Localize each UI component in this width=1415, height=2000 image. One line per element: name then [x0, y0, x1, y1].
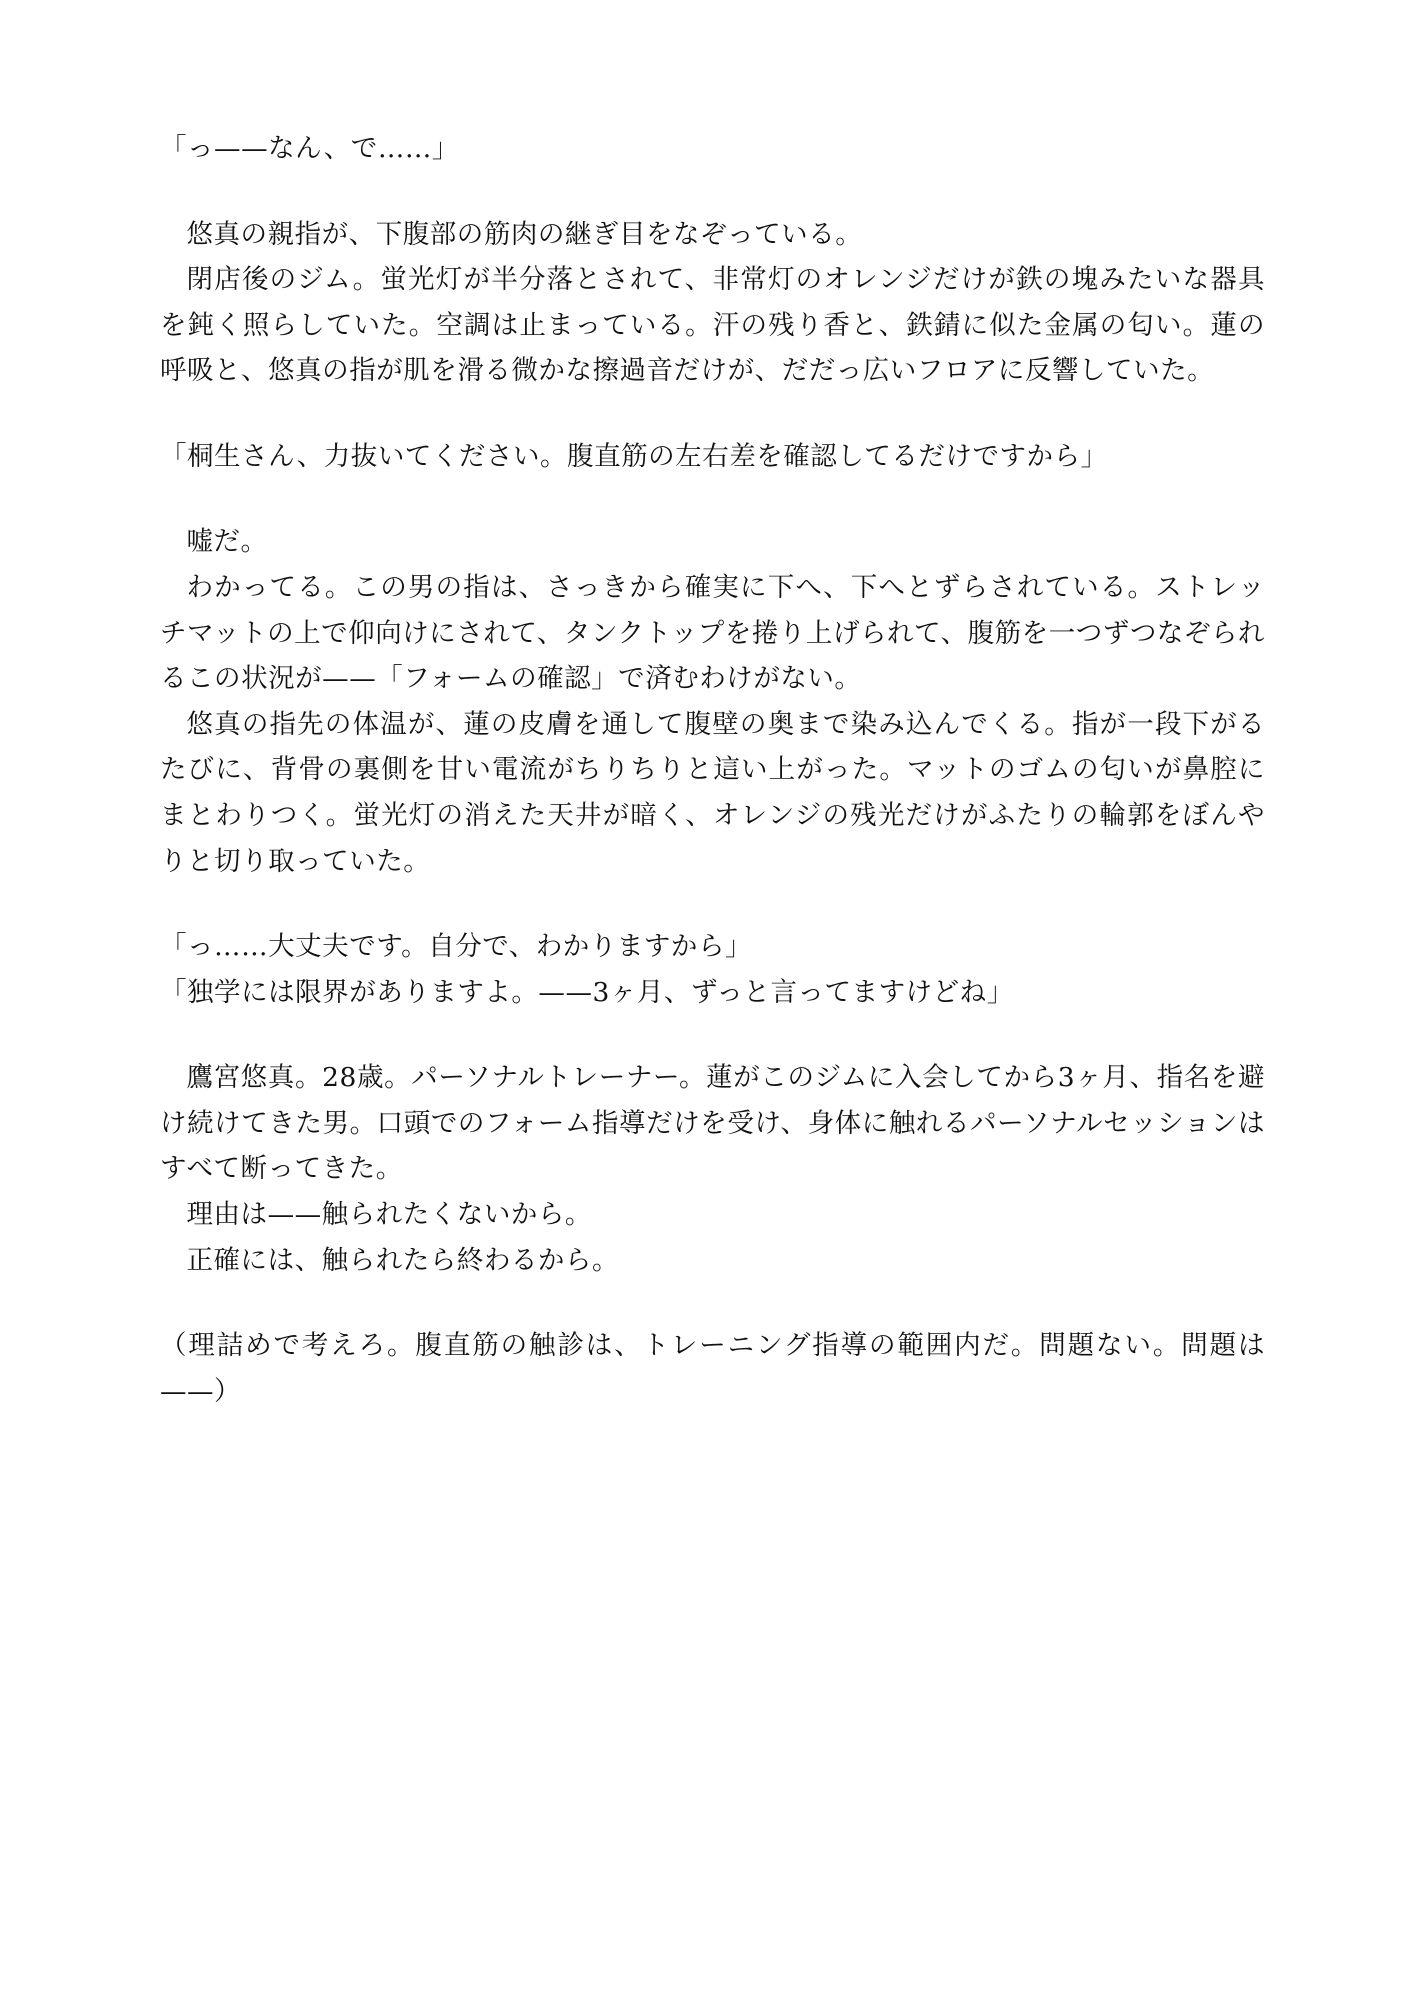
- paragraph-narration: 理由は——触られたくないから。: [186, 1198, 592, 1230]
- paragraph-spacer: [160, 172, 1265, 212]
- paragraph-dialogue: 「っ——なん、で……」: [160, 133, 459, 164]
- paragraph-dialogue: 「っ……大丈夫です。自分で、わかりますから」: [160, 931, 753, 963]
- paragraph-narration: 悠真の親指が、下腹部の筋肉の継ぎ目をなぞっている。: [186, 218, 863, 250]
- document-body: [160, 126, 1265, 1414]
- paragraph-monologue: （理詰めで考えろ。腹直筋の触診は、トレーニング指導の範囲内だ。問題ない。問題は——）: [160, 1330, 1265, 1407]
- paragraph-spacer: [160, 394, 1265, 434]
- paragraph-narration: 閉店後のジム。蛍光灯が半分落とされて、非常灯のオレンジだけが鉄の塊みたいな器具を鈍く照らしていた。空調は止まっている。汗の残り香と、鉄錆に似た金属の匂い。蓮の呼吸と、悠真の指が肌を滑る微かな擦過音だけが、だだっ広いフロアに反響していた。: [160, 264, 1265, 387]
- paragraph-narration: わかってる。この男の指は、さっきから確実に下へ、下へとずらされている。ストレッチマットの上で仰向けにされて、タンクトップを捲り上げられて、腹筋を一つずつなぞられるこの状況が——「フォームの確認」で済むわけがない。: [160, 572, 1265, 695]
- paragraph-narration: 鷹宮悠真。28歳。パーソナルトレーナー。蓮がこのジムに入会してから3ヶ月、指名を避け続けてきた男。口頭でのフォーム指導だけを受け、身体に触れるパーソナルセッションはすべて断ってきた。: [160, 1062, 1265, 1185]
- paragraph-spacer: [160, 1015, 1265, 1055]
- paragraph-dialogue: 「桐生さん、力抜いてください。腹直筋の左右差を確認してるだけですから」: [160, 440, 1108, 472]
- paragraph-narration: 正確には、触られたら終わるから。: [186, 1244, 619, 1276]
- paragraph-spacer: [160, 1283, 1265, 1323]
- paragraph-dialogue: 「独学には限界がありますよ。——3ヶ月、ずっと言ってますけどね」: [160, 976, 1014, 1008]
- paragraph-narration: 悠真の指先の体温が、蓮の皮膚を通して腹壁の奥まで染み込んでくる。指が一段下がるたびに、背骨の裏側を甘い電流がちりちりと這い上がった。マットのゴムの匂いが鼻腔にまとわりつく。蛍光灯の消えた天井が暗く、オレンジの残光だけがふたりの輪郭をぼんやりと切り取っていた。: [160, 708, 1265, 877]
- paragraph-spacer: [160, 884, 1265, 924]
- paragraph-narration: 嘘だ。: [186, 526, 268, 558]
- paragraph-spacer: [160, 479, 1265, 519]
